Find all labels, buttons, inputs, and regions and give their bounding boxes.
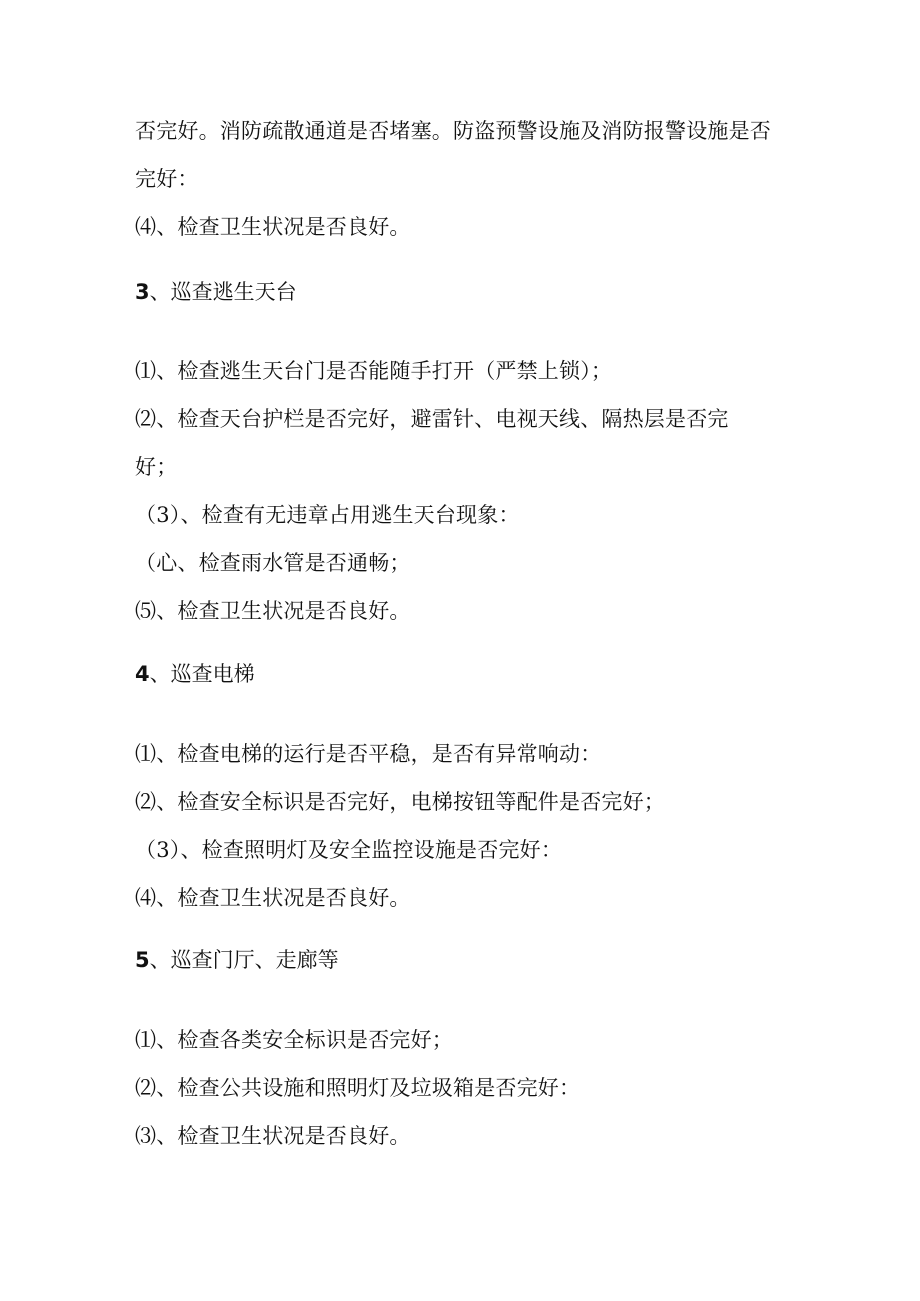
list-item: ⑸、检查卫生状况是否良好。 [135,599,411,623]
section-heading [135,660,255,688]
list-item: （3）、检查照明灯及安全监控设施是否完好： [135,838,563,862]
list-item: ⑵、检查天台护栏是否完好，避雷针、电视天线、隔热层是否完 [135,407,729,431]
list-item: ⑴、检查电梯的运行是否平稳，是否有异常响动： [135,742,602,766]
section-title: 、巡查门厅、走廊等 [149,948,339,972]
list-item: ⑶、检查卫生状况是否良好。 [135,1124,411,1148]
list-item: ⑴、检查各类安全标识是否完好； [135,1028,453,1052]
text-line: 完好： [135,167,199,191]
list-item: ⑷、检查卫生状况是否良好。 [135,215,411,239]
list-item: ⑴、检查逃生天台门是否能随手打开（严禁上锁）； [135,359,613,383]
list-item: ⑷、检查卫生状况是否良好。 [135,886,411,910]
section-heading [135,278,297,306]
section-number: 5 [135,948,150,972]
section-title: 、巡查电梯 [149,662,255,686]
section-number: 4 [135,662,150,686]
text-line: 好； [135,455,178,479]
section-title: 、巡查逃生天台 [149,280,297,304]
list-item: ⑵、检查安全标识是否完好，电梯按钮等配件是否完好； [135,790,665,814]
section-number: 3 [135,280,150,304]
list-item: （心、检查雨水管是否通畅； [135,551,411,575]
list-item: ⑵、检查公共设施和照明灯及垃圾箱是否完好： [135,1076,581,1100]
text-line: 否完好。消防疏散通道是否堵塞。防盗预警设施及消防报警设施是否 [135,119,771,143]
list-item: （3）、检查有无违章占用逃生天台现象： [135,503,520,527]
section-heading [135,946,339,974]
